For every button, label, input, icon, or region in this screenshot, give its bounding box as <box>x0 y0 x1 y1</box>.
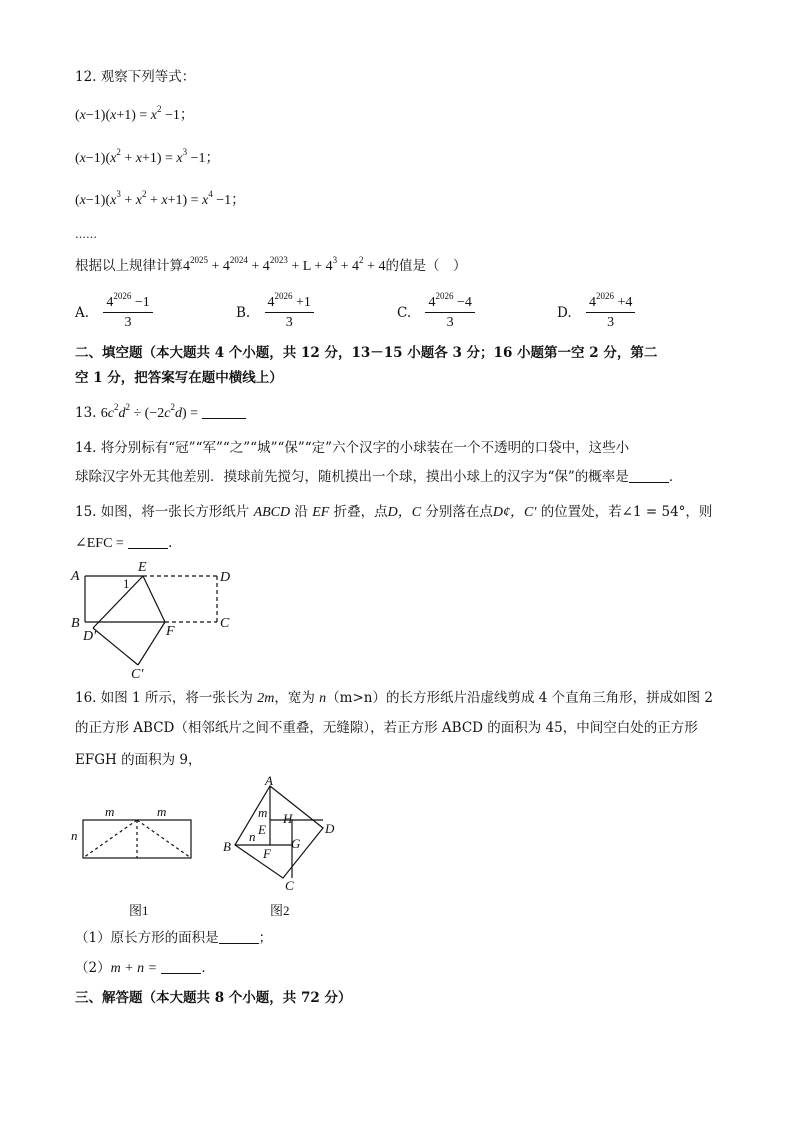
q12-prompt: 根据以上规律计算$4^{2025} + 4^{2024} + 4^{2023} + L + 4^3 + 4^2 + 4$的值是（ ） <box>75 255 467 274</box>
fig1-cut-left <box>83 820 137 858</box>
label-C: C <box>220 616 230 631</box>
fig2-label-A: A <box>265 776 273 788</box>
section2-heading-line1: 二、填空题（本大题共 4 个小题，共 12 分，13－15 小题各 3 分；16 小题第一空 2 分，第二 <box>75 345 658 361</box>
label-A: A <box>71 569 80 584</box>
q16-line3: EFGH 的面积为 9， <box>75 752 202 768</box>
label-D-prime: D′ <box>83 629 97 644</box>
q12-equation-3: $(x-1)(x^3 + x^2 + x+1) = x^4 -1$； <box>75 189 246 208</box>
edge-ED-prime <box>93 576 143 628</box>
label-E: E <box>138 560 147 575</box>
fig1-label-m-right: m <box>157 804 167 819</box>
q16-line1: 16. 如图 1 所示，将一张长为 2m，宽为 n（m>n）的长方形纸片沿虚线剪成 4 个直角三角形，拼成如图 2 <box>75 690 714 706</box>
fig1-label-m-left: m <box>105 804 115 819</box>
q15-line1: 15. 如图，将一张长方形纸片 ABCD 沿 EF 折叠，点D，C 分别落在点D¢，C′ 的位置处，若∠1 = 54°，则 <box>75 504 713 520</box>
q13: 13. $6c^2d^2 \div (-2c^2d)$ = <box>75 403 246 424</box>
fig1-caption: 图1 <box>129 903 149 918</box>
section2-heading-line2: 空 1 分，把答案写在题中横线上） <box>75 370 283 386</box>
q12-equation-1: $(x-1)(x+1) = x^2 -1$； <box>75 104 194 123</box>
q15-answer-blank[interactable] <box>128 534 168 549</box>
edge-DpCp <box>93 628 138 665</box>
label-F: F <box>166 624 175 639</box>
q15-line2: ∠EFC = ． <box>75 535 182 551</box>
q16-sub2: （2）m + n = ． <box>75 960 215 976</box>
fig2-label-H: H <box>283 811 293 826</box>
fold-line-EF <box>143 576 165 622</box>
q12-equation-2: $(x-1)(x^2 + x+1) = x^3 -1$； <box>75 147 220 166</box>
q12-ellipsis: …… <box>75 228 97 241</box>
angle-1-label: 1 <box>123 576 130 591</box>
fig2-label-D: D <box>325 821 335 836</box>
q12-option-d[interactable]: D. $\frac{4^{2026} +4}{3}$ <box>557 294 635 333</box>
label-C-prime: C′ <box>131 667 144 682</box>
q16-figure-2 <box>215 776 345 922</box>
label-B: B <box>71 616 80 631</box>
q16-sub2-answer-blank[interactable] <box>161 959 201 974</box>
q16-figure-1 <box>65 800 200 922</box>
fig2-label-F: F <box>263 846 271 861</box>
fig2-label-G: G <box>291 836 301 851</box>
fig1-cut-right <box>137 820 191 858</box>
edge-CpF <box>138 622 165 665</box>
q13-answer-blank[interactable] <box>202 404 246 419</box>
q16-line2: 的正方形 ABCD（相邻纸片之间不重叠，无缝隙），若正方形 ABCD 的面积为 45，中间空白处的正方形 <box>75 720 698 736</box>
q12-intro: 12. 观察下列等式： <box>75 69 196 85</box>
q12-option-c[interactable]: C. $\frac{4^{2026} -4}{3}$ <box>397 294 475 333</box>
fig2-label-B: B <box>223 839 231 854</box>
q14-line2: 球除汉字外无其他差别．摸球前先搅匀，随机摸出一个球，摸出小球上的汉字为“保”的概率是 ． <box>75 469 683 485</box>
q14-answer-blank[interactable] <box>629 468 669 483</box>
q12-option-a[interactable]: A. $\frac{4^{2026} -1}{3}$ <box>75 294 153 333</box>
fig1-label-n: n <box>71 828 78 843</box>
q12-option-b[interactable]: B. $\frac{4^{2026} +1}{3}$ <box>236 294 314 333</box>
q16-sub1-answer-blank[interactable] <box>219 929 259 944</box>
section3-heading: 三、解答题（本大题共 8 个小题，共 72 分） <box>75 990 352 1006</box>
fig2-label-m: m <box>258 805 268 820</box>
fig2-label-n: n <box>249 829 256 844</box>
q14-line1: 14. 将分别标有“冠”“军”“之”“城”“保”“定”六个汉字的小球装在一个不透明的口袋中，这些小 <box>75 440 630 456</box>
q15-figure <box>65 560 245 682</box>
q16-sub1: （1）原长方形的面积是 ； <box>75 930 273 946</box>
label-D: D <box>220 570 231 585</box>
fig2-label-C: C <box>285 878 294 893</box>
fig2-label-E: E <box>258 822 266 837</box>
fig2-caption: 图2 <box>270 903 290 918</box>
